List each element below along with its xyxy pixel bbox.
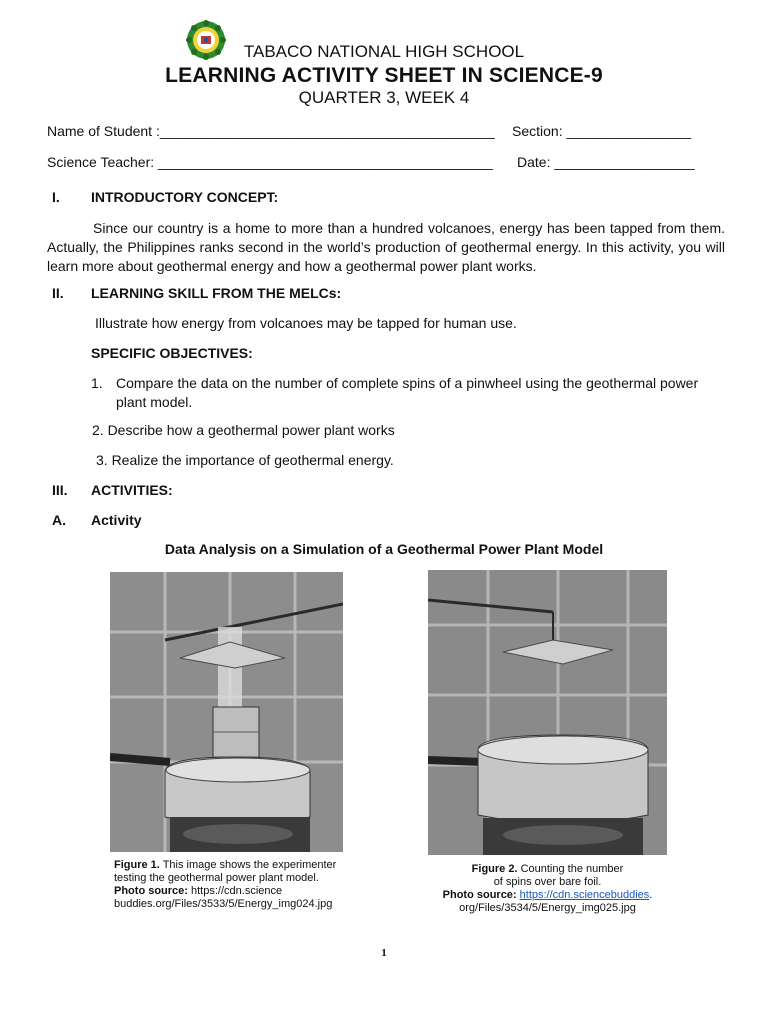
page-number: 1	[381, 947, 387, 959]
figure-1-source-b: buddies.org/Files/3533/5/Energy_img024.jpg	[114, 898, 333, 910]
figure-2-caption	[428, 863, 667, 915]
date-field[interactable]	[517, 154, 695, 170]
objective-1-text-b: plant model.	[116, 394, 193, 410]
activity-title: Data Analysis on a Simulation of a Geothermal Power Plant Model	[164, 541, 604, 557]
figure-1-caption	[114, 859, 364, 911]
figure-1-text-a: This image shows the experimenter	[159, 859, 337, 871]
figure-2-text-b: of spins over bare foil.	[493, 876, 602, 888]
section-num-intro: I.	[52, 189, 60, 205]
science-teacher-label: Science Teacher:	[47, 154, 155, 170]
figure-2-photo	[428, 570, 667, 855]
figure-1-photo	[110, 572, 343, 852]
section-blank[interactable]: ________________	[566, 123, 692, 139]
section-heading-activities: ACTIVITIES:	[91, 482, 173, 498]
objective-item-2: 2. Describe how a geothermal power plant works	[92, 422, 395, 438]
figure-2-source-b: org/Files/3534/5/Energy_img025.jpg	[459, 902, 636, 914]
science-teacher-blank[interactable]: ___________________________________________	[158, 154, 493, 170]
sheet-title: LEARNING ACTIVITY SHEET IN SCIENCE-9	[165, 64, 603, 87]
intro-paragraph: Since our country is a home to more than a hundred volcanoes, energy has been tapped from them. Actually, the Philippines ranks second in the world’s production of geothermal energy. In this activity, you will learn more about geothermal energy and how a geothermal power plant works.	[47, 220, 725, 274]
figure-2-source-link[interactable]: https://cdn.sciencebuddies	[519, 889, 650, 901]
figure-2-label: Figure 2.	[471, 863, 518, 875]
objectives-heading: SPECIFIC OBJECTIVES:	[91, 345, 253, 361]
figure-2-source-label: Photo source:	[442, 889, 517, 901]
date-label: Date:	[517, 154, 551, 170]
science-teacher-field[interactable]	[47, 154, 493, 170]
figure-1-label: Figure 1.	[114, 859, 160, 871]
figure-2-text-a: Counting the number	[517, 863, 624, 875]
figure-1-source-a: https://cdn.science	[187, 885, 283, 897]
objective-1-number: 1.	[91, 375, 103, 391]
section-num-skill: II.	[52, 285, 64, 301]
section-heading-skill: LEARNING SKILL FROM THE MELCs:	[91, 285, 342, 301]
school-name: TABACO NATIONAL HIGH SCHOOL	[243, 42, 525, 61]
section-heading-activity-a: Activity	[91, 512, 142, 528]
date-blank[interactable]: __________________	[554, 154, 695, 170]
section-field[interactable]	[512, 123, 691, 139]
objective-item-3: 3. Realize the importance of geothermal energy.	[96, 452, 394, 468]
figure-2-source-dot: .	[649, 889, 653, 901]
section-num-activities: III.	[52, 482, 68, 498]
student-name-blank[interactable]: ___________________________________________	[159, 123, 495, 139]
section-label: Section:	[512, 123, 563, 139]
student-name-label: Name of Student :	[47, 123, 160, 139]
section-num-activity-a: A.	[52, 512, 66, 528]
objective-item-1	[91, 374, 723, 412]
figure-1-source-label: Photo source:	[114, 885, 188, 897]
student-name-field[interactable]	[47, 123, 495, 139]
figure-1-text-b: testing the geothermal power plant model.	[114, 872, 319, 884]
quarter-week: QUARTER 3, WEEK 4	[298, 88, 470, 107]
objective-1-text-a: Compare the data on the number of complete spins of a pinwheel using the geothermal power	[116, 375, 699, 391]
section-heading-intro: INTRODUCTORY CONCEPT:	[91, 189, 279, 205]
skill-text: Illustrate how energy from volcanoes may be tapped for human use.	[95, 315, 517, 331]
